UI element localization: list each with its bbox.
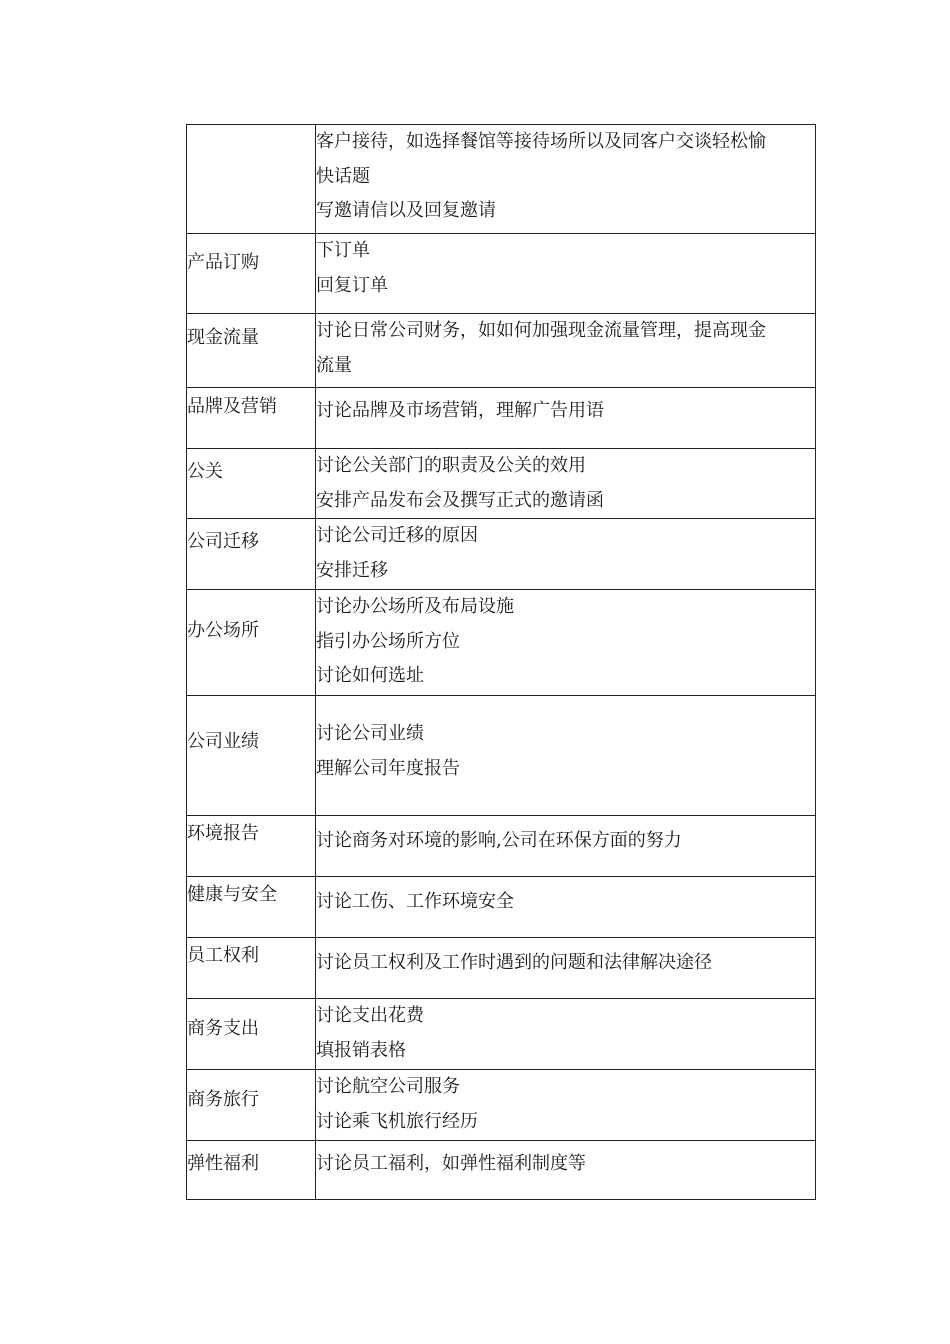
topic-cell — [187, 449, 316, 519]
topic-label: 弹性福利 — [187, 1153, 259, 1174]
table-row — [187, 877, 816, 938]
content-line: 讨论公司业绩 — [316, 723, 424, 744]
content-cell — [316, 1070, 816, 1141]
content-cell — [316, 999, 816, 1070]
topic-label: 公司业绩 — [187, 731, 259, 752]
topic-label: 环境报告 — [187, 823, 259, 844]
table-row — [187, 938, 816, 999]
topic-label: 员工权利 — [187, 945, 259, 966]
topic-label: 公关 — [187, 461, 223, 482]
topic-label: 产品订购 — [187, 252, 259, 273]
content-line: 讨论办公场所及布局设施 — [316, 596, 514, 617]
content-cell — [316, 696, 816, 816]
topic-label: 办公场所 — [187, 620, 259, 641]
content-line: 流量 — [316, 354, 352, 376]
content-cell — [316, 449, 816, 519]
topic-cell — [187, 1070, 316, 1141]
table-row — [187, 696, 816, 816]
content-line: 讨论工伤、工作环境安全 — [316, 891, 514, 912]
topic-cell — [187, 125, 316, 234]
content-line: 安排迁移 — [316, 559, 388, 581]
table-row — [187, 816, 816, 877]
topic-cell — [187, 590, 316, 696]
content-line: 讨论航空公司服务 — [316, 1076, 460, 1097]
content-line: 回复订单 — [316, 274, 388, 296]
topic-label: 公司迁移 — [187, 531, 259, 552]
topic-cell — [187, 314, 316, 388]
topic-cell — [187, 234, 316, 314]
table-row — [187, 519, 816, 590]
table-row — [187, 999, 816, 1070]
topic-cell — [187, 388, 316, 449]
content-line: 讨论支出花费 — [316, 1005, 424, 1026]
content-line: 讨论如何选址 — [316, 665, 424, 686]
content-line: 讨论品牌及市场营销，理解广告用语 — [316, 400, 604, 421]
table-row — [187, 388, 816, 449]
content-line: 指引办公场所方位 — [316, 630, 460, 652]
topic-cell — [187, 999, 316, 1070]
table-row — [187, 1141, 816, 1200]
content-cell — [316, 938, 816, 999]
content-cell — [316, 877, 816, 938]
table-row — [187, 234, 816, 314]
course-topics-table — [186, 124, 816, 1200]
content-line: 写邀请信以及回复邀请 — [316, 200, 496, 221]
content-line: 安排产品发布会及撰写正式的邀请函 — [316, 489, 604, 511]
table-row — [187, 125, 816, 234]
table-row — [187, 314, 816, 388]
table-row — [187, 1070, 816, 1141]
content-cell — [316, 125, 816, 234]
topic-label: 商务旅行 — [187, 1089, 259, 1110]
content-cell — [316, 1141, 816, 1200]
content-line: 理解公司年度报告 — [316, 757, 460, 779]
content-line: 讨论员工权利及工作时遇到的问题和法律解决途径 — [316, 952, 712, 973]
content-line: 填报销表格 — [316, 1039, 406, 1061]
content-line: 讨论商务对环境的影响,公司在环保方面的努力 — [316, 830, 682, 851]
table-row — [187, 590, 816, 696]
topic-cell — [187, 1141, 316, 1200]
topic-label: 现金流量 — [187, 327, 259, 348]
topic-label: 健康与安全 — [187, 884, 277, 905]
topic-cell — [187, 938, 316, 999]
content-cell — [316, 519, 816, 590]
content-cell — [316, 388, 816, 449]
content-line: 讨论公关部门的职责及公关的效用 — [316, 455, 586, 476]
topic-label: 品牌及营销 — [187, 396, 277, 417]
content-line: 客户接待，如选择餐馆等接待场所以及同客户交谈轻松愉 — [316, 131, 766, 152]
content-line: 快话题 — [316, 165, 370, 187]
topic-cell — [187, 877, 316, 938]
content-line: 讨论日常公司财务，如如何加强现金流量管理，提高现金 — [316, 320, 766, 341]
content-cell — [316, 816, 816, 877]
topic-cell — [187, 696, 316, 816]
topic-cell — [187, 816, 316, 877]
content-line: 讨论公司迁移的原因 — [316, 525, 478, 546]
topic-label: 商务支出 — [187, 1018, 259, 1039]
topic-cell — [187, 519, 316, 590]
content-cell — [316, 590, 816, 696]
content-line: 讨论乘飞机旅行经历 — [316, 1110, 478, 1132]
table-row — [187, 449, 816, 519]
content-cell — [316, 314, 816, 388]
content-line: 下订单 — [316, 240, 370, 261]
content-cell — [316, 234, 816, 314]
content-line: 讨论员工福利，如弹性福利制度等 — [316, 1153, 586, 1174]
